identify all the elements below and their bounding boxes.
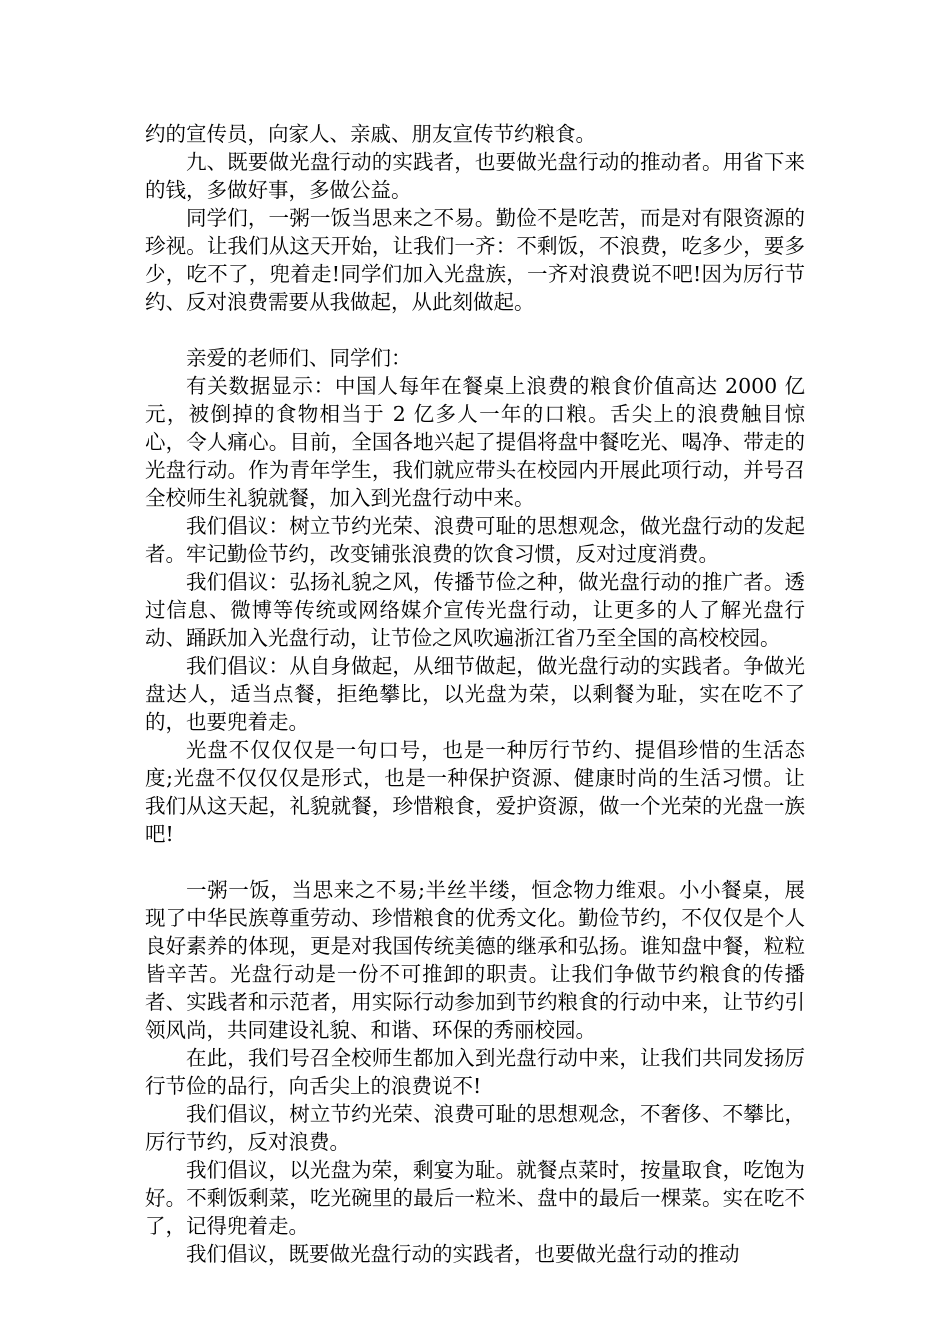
paragraph: 我们倡议：从自身做起，从细节做起，做光盘行动的实践者。争做光盘达人，适当点餐，拒绝攀比，以光盘为荣，以剩餐为耻，实在吃不了的，也要兜着走。 <box>145 654 805 734</box>
blank-line <box>145 316 805 344</box>
paragraph: 我们倡议：树立节约光荣、浪费可耻的思想观念，做光盘行动的发起者。牢记勤俭节约，改变铺张浪费的饮食习惯，反对过度消费。 <box>145 514 805 566</box>
paragraph: 光盘不仅仅仅是一句口号，也是一种厉行节约、提倡珍惜的生活态度;光盘不仅仅仅是形式，也是一种保护资源、健康时尚的生活习惯。让我们从这天起，礼貌就餐，珍惜粮食，爱护资源，做一个光荣的光盘一族吧! <box>145 738 805 846</box>
paragraph: 约的宣传员，向家人、亲戚、朋友宣传节约粮食。 <box>145 122 596 146</box>
paragraph: 有关数据显示：中国人每年在餐桌上浪费的粮食价值高达 2000 亿元，被倒掉的食物相当于 2 亿多人一年的口粮。舌尖上的浪费触目惊心，令人痛心。目前，全国各地兴起了提倡将盘中餐吃光、喝净、带走的光盘行动。作为青年学生，我们就应带头在校园内开展此项行动，并号召全校师生礼貌就餐，加入到光盘行动中来。 <box>145 374 805 510</box>
paragraph: 同学们，一粥一饭当思来之不易。勤俭不是吃苦，而是对有限资源的珍视。让我们从这天开始，让我们一齐：不剩饭，不浪费，吃多少，要多少，吃不了，兜着走!同学们加入光盘族，一齐对浪费说不吧!因为厉行节约、反对浪费需要从我做起，从此刻做起。 <box>145 206 805 314</box>
paragraph: 亲爱的老师们、同学们： <box>186 346 412 370</box>
paragraph: 我们倡议：弘扬礼貌之风，传播节俭之种，做光盘行动的推广者。透过信息、微博等传统或网络媒介宣传光盘行动，让更多的人了解光盘行动、踊跃加入光盘行动，让节俭之风吹遍浙江省乃至全国的高校校园。 <box>145 570 805 650</box>
paragraph: 在此，我们号召全校师生都加入到光盘行动中来，让我们共同发扬厉行节俭的品行，向舌尖上的浪费说不! <box>145 1046 805 1098</box>
paragraph: 九、既要做光盘行动的实践者，也要做光盘行动的推动者。用省下来的钱，多做好事，多做公益。 <box>145 150 805 202</box>
paragraph: 一粥一饭，当思来之不易;半丝半缕，恒念物力维艰。小小餐桌，展现了中华民族尊重劳动、珍惜粮食的优秀文化。勤俭节约，不仅仅是个人良好素养的体现，更是对我国传统美德的继承和弘扬。谁知盘中餐，粒粒皆辛苦。光盘行动是一份不可推卸的职责。让我们争做节约粮食的传播者、实践者和示范者，用实际行动参加到节约粮食的行动中来，让节约引领风尚，共同建设礼貌、和谐、环保的秀丽校园。 <box>145 878 805 1042</box>
paragraph: 我们倡议，既要做光盘行动的实践者，也要做光盘行动的推动 <box>186 1242 740 1266</box>
blank-line <box>145 848 805 876</box>
document-body <box>145 120 805 1268</box>
paragraph: 我们倡议，以光盘为荣，剩宴为耻。就餐点菜时，按量取食，吃饱为好。不剩饭剩菜，吃光碗里的最后一粒米、盘中的最后一棵菜。实在吃不了，记得兜着走。 <box>145 1158 805 1238</box>
paragraph: 我们倡议，树立节约光荣、浪费可耻的思想观念，不奢侈、不攀比，厉行节约，反对浪费。 <box>145 1102 805 1154</box>
